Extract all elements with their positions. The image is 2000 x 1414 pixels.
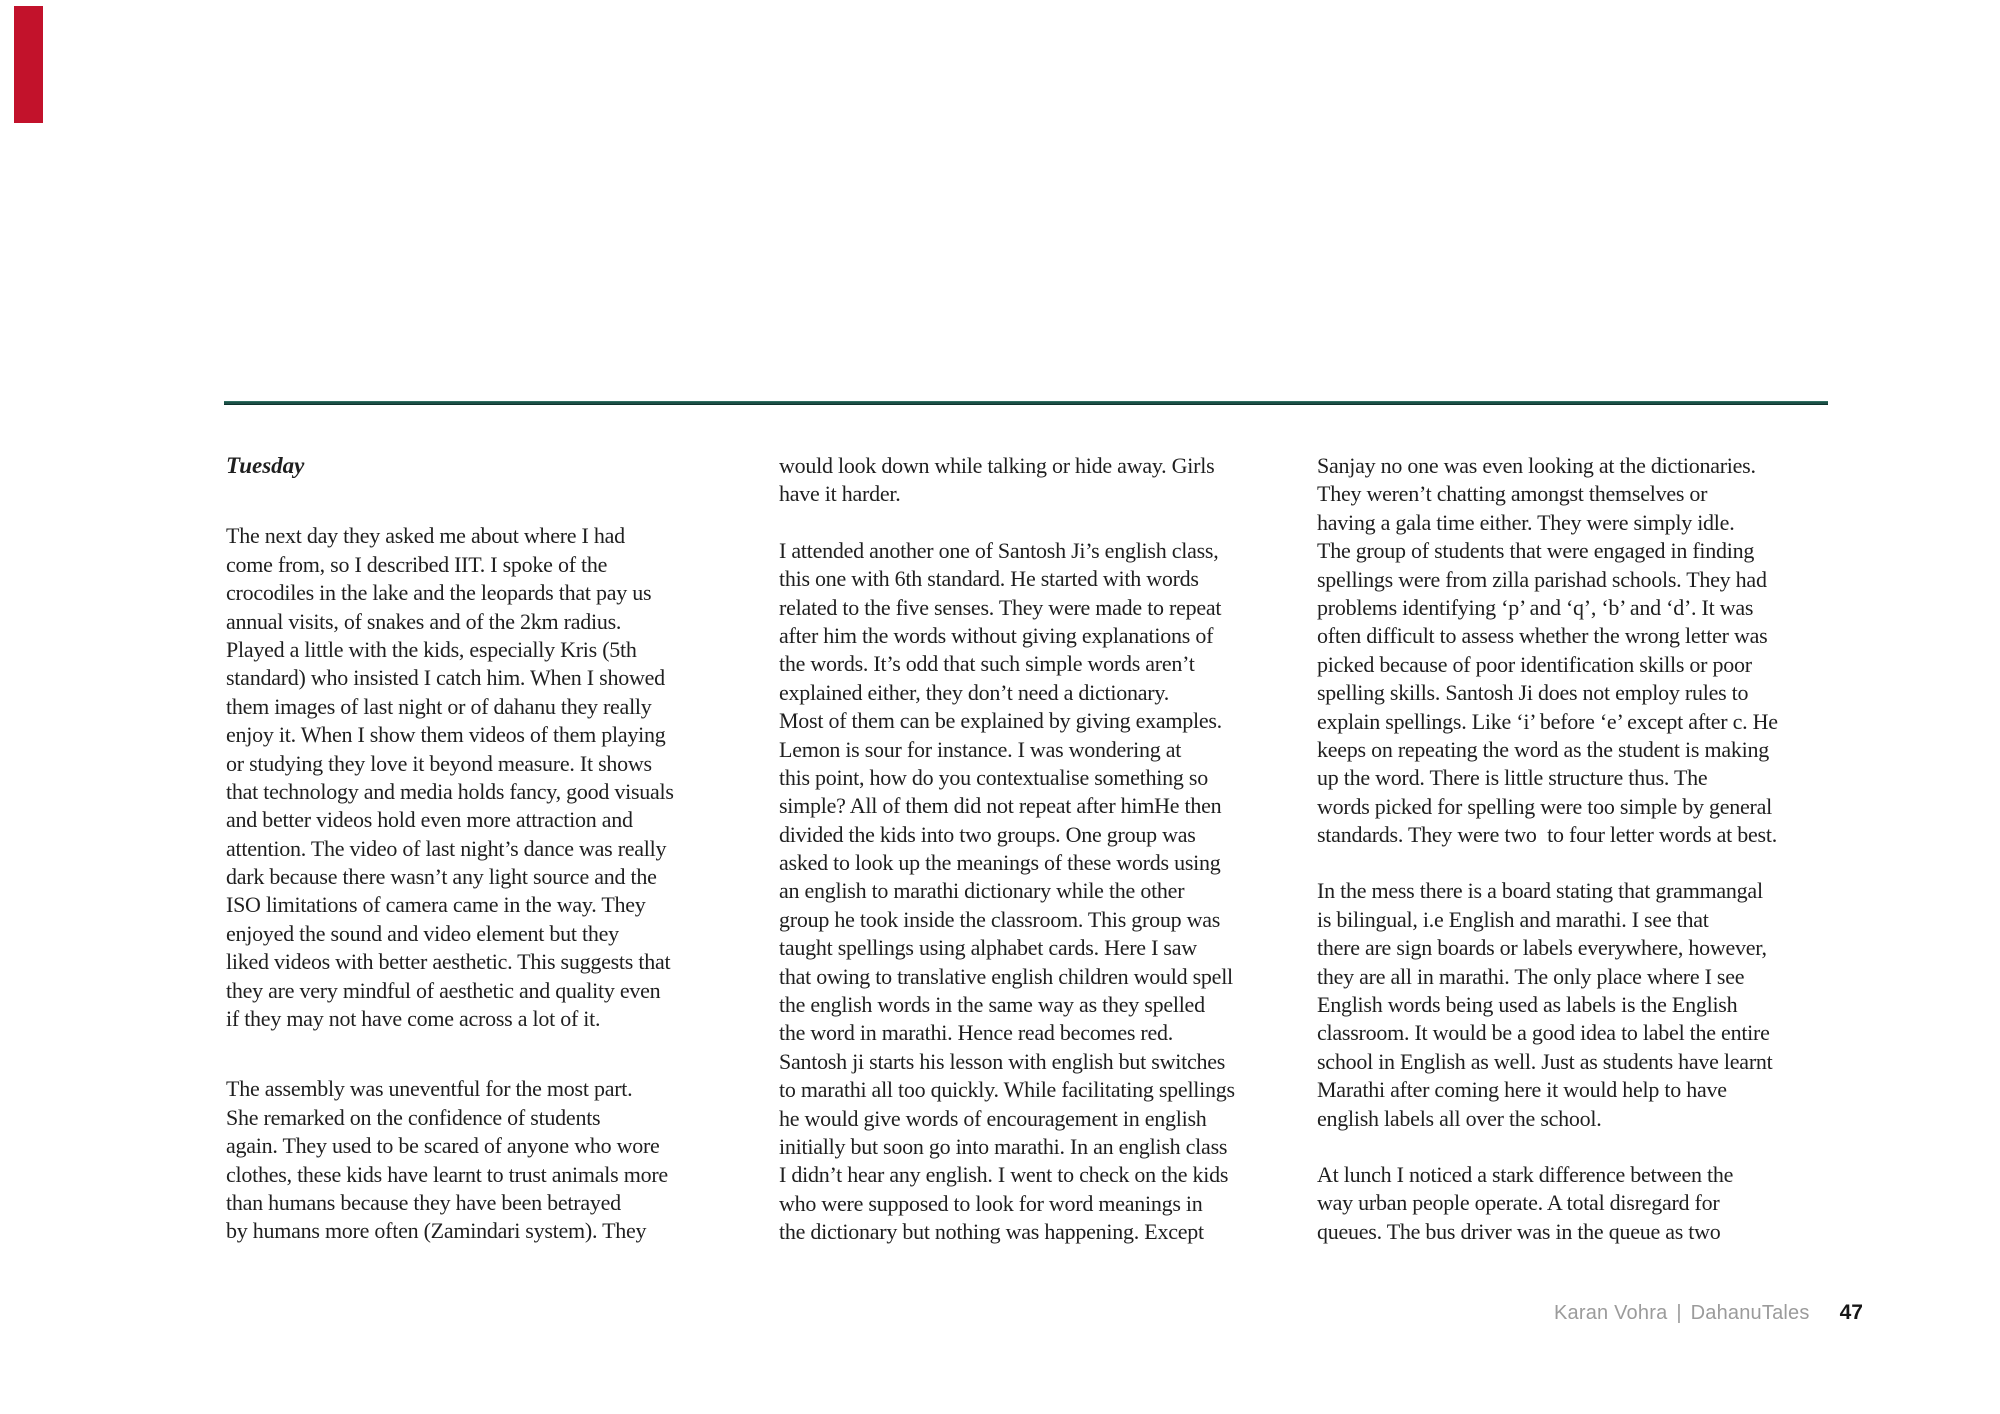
text-line: She remarked on the confidence of students (226, 1104, 601, 1130)
text-line: the dictionary but nothing was happening. Except (779, 1219, 1204, 1245)
text-column-3 (1317, 452, 1833, 1246)
text-line: would look down while talking or hide away. Girls (779, 453, 1215, 478)
text-line: english labels all over the school. (1317, 1105, 1602, 1131)
text-line: The next day they asked me about where I had (226, 523, 625, 549)
page-number: 47 (1839, 1301, 1863, 1324)
footer-book-title: DahanuTales (1690, 1302, 1810, 1324)
text-line: again. They used to be scared of anyone who wore (226, 1133, 660, 1159)
text-column-1 (226, 452, 742, 1246)
text-line: the words. It’s odd that such simple words aren’t (779, 651, 1195, 677)
text-line: the english words in the same way as they spelled (779, 992, 1205, 1018)
text-line: taught spellings using alphabet cards. Here I saw (779, 935, 1197, 961)
text-line: The assembly was uneventful for the most part. (226, 1076, 633, 1102)
text-line: this one with 6th standard. He started with words (779, 566, 1199, 592)
text-line: or studying they love it beyond measure. It shows (226, 750, 652, 776)
text-line: I didn’t hear any english. I went to check on the kids (779, 1162, 1229, 1188)
text-line: group he took inside the classroom. This group was (779, 906, 1221, 932)
text-line: I attended another one of Santosh Ji’s english class, (779, 537, 1219, 563)
text-line: explain spellings. Like ‘i’ before ‘e’ except after c. He (1317, 708, 1778, 734)
paragraph (779, 537, 1301, 1247)
text-line: The group of students that were engaged in finding (1317, 538, 1755, 564)
text-line: crocodiles in the lake and the leopards that pay us (226, 580, 652, 606)
text-line: this point, how do you contextualise something so (779, 764, 1208, 790)
text-line: up the word. There is little structure thus. The (1317, 765, 1708, 791)
day-heading (226, 452, 742, 480)
text-line: if they may not have come across a lot of it. (226, 1006, 601, 1032)
text-line: divided the kids into two groups. One group was (779, 821, 1196, 847)
text-line: they are very mindful of aesthetic and quality even (226, 977, 661, 1003)
text-line: clothes, these kids have learnt to trust animals more (226, 1161, 668, 1187)
text-line: problems identifying ‘p’ and ‘q’, ‘b’ and ‘d’. It was (1317, 594, 1754, 620)
text-line: having a gala time either. They were simply idle. (1317, 509, 1735, 535)
text-line: enjoy it. When I show them videos of them playing (226, 722, 666, 748)
text-line: picked because of poor identification skills or poor (1317, 651, 1752, 677)
footer-separator: | (1676, 1302, 1682, 1324)
text-line: Tuesday (226, 453, 305, 478)
text-line: Santosh ji starts his lesson with english but switches (779, 1048, 1226, 1074)
text-column-2 (779, 452, 1301, 1247)
text-line: Most of them can be explained by giving examples. (779, 708, 1222, 734)
text-line: standard) who insisted I catch him. When I showed (226, 665, 665, 691)
text-line: annual visits, of snakes and of the 2km radius. (226, 608, 622, 634)
text-line: is bilingual, i.e English and marathi. I see that (1317, 906, 1709, 932)
text-line: initially but soon go into marathi. In an english class (779, 1133, 1228, 1159)
paragraph (226, 1075, 742, 1245)
text-line: come from, so I described IIT. I spoke of the (226, 551, 608, 577)
text-line: simple? All of them did not repeat after himHe then (779, 793, 1222, 819)
text-line: the word in marathi. Hence read becomes red. (779, 1020, 1173, 1046)
paragraph (1317, 1161, 1833, 1246)
text-line: words picked for spelling were too simple by general (1317, 793, 1772, 819)
text-line: that owing to translative english children would spell (779, 963, 1233, 989)
text-line: Marathi after coming here it would help to have (1317, 1077, 1727, 1103)
text-line: ISO limitations of camera came in the way. They (226, 892, 646, 918)
text-line: keeps on repeating the word as the student is making (1317, 736, 1769, 762)
text-line: school in English as well. Just as students have learnt (1317, 1048, 1773, 1074)
text-line: and better videos hold even more attraction and (226, 807, 633, 833)
text-line: queues. The bus driver was in the queue as two (1317, 1218, 1721, 1244)
text-line: there are sign boards or labels everywhere, however, (1317, 935, 1767, 961)
text-line: that technology and media holds fancy, good visuals (226, 778, 674, 804)
paragraph (779, 452, 1301, 509)
text-line: Played a little with the kids, especially Kris (5th (226, 636, 637, 662)
text-line: liked videos with better aesthetic. This suggests that (226, 949, 671, 975)
text-line: attention. The video of last night’s dance was really (226, 835, 667, 861)
text-line: spelling skills. Santosh Ji does not employ rules to (1317, 680, 1749, 706)
text-line: them images of last night or of dahanu they really (226, 693, 652, 719)
paragraph (1317, 452, 1833, 849)
section-divider-rule (224, 401, 1828, 405)
text-line: dark because there wasn’t any light source and the (226, 864, 657, 890)
text-line: after him the words without giving explanations of (779, 622, 1214, 648)
text-line: an english to marathi dictionary while the other (779, 878, 1185, 904)
paragraph (1317, 877, 1833, 1133)
text-line: often difficult to assess whether the wrong letter was (1317, 623, 1768, 649)
text-line: explained either, they don’t need a dictionary. (779, 679, 1169, 705)
text-line: way urban people operate. A total disregard for (1317, 1190, 1720, 1216)
text-line: spellings were from zilla parishad schools. They had (1317, 566, 1767, 592)
text-line: by humans more often (Zamindari system). They (226, 1218, 647, 1244)
text-line: Sanjay no one was even looking at the dictionaries. (1317, 453, 1756, 478)
text-line: they are all in marathi. The only place where I see (1317, 963, 1745, 989)
text-line: enjoyed the sound and video element but they (226, 920, 619, 946)
footer-author: Karan Vohra (1554, 1302, 1668, 1324)
text-line: In the mess there is a board stating that grammangal (1317, 878, 1763, 904)
text-line: he would give words of encouragement in english (779, 1105, 1207, 1131)
text-line: standards. They were two to four letter words at best. (1317, 822, 1777, 848)
paragraph (226, 522, 742, 1033)
text-line: have it harder. (779, 481, 901, 507)
page-footer (1554, 1301, 1863, 1325)
red-bookmark-tab (14, 6, 43, 123)
text-line: At lunch I noticed a stark difference between the (1317, 1161, 1734, 1187)
text-line: asked to look up the meanings of these words using (779, 850, 1221, 876)
text-line: to marathi all too quickly. While facilitating spellings (779, 1077, 1235, 1103)
text-line: Lemon is sour for instance. I was wondering at (779, 736, 1182, 762)
text-line: They weren’t chatting amongst themselves or (1317, 481, 1708, 507)
text-line: classroom. It would be a good idea to label the entire (1317, 1020, 1770, 1046)
text-line: English words being used as labels is the English (1317, 992, 1738, 1018)
text-line: related to the five senses. They were made to repeat (779, 594, 1222, 620)
text-line: than humans because they have been betrayed (226, 1189, 621, 1215)
text-line: who were supposed to look for word meanings in (779, 1190, 1203, 1216)
